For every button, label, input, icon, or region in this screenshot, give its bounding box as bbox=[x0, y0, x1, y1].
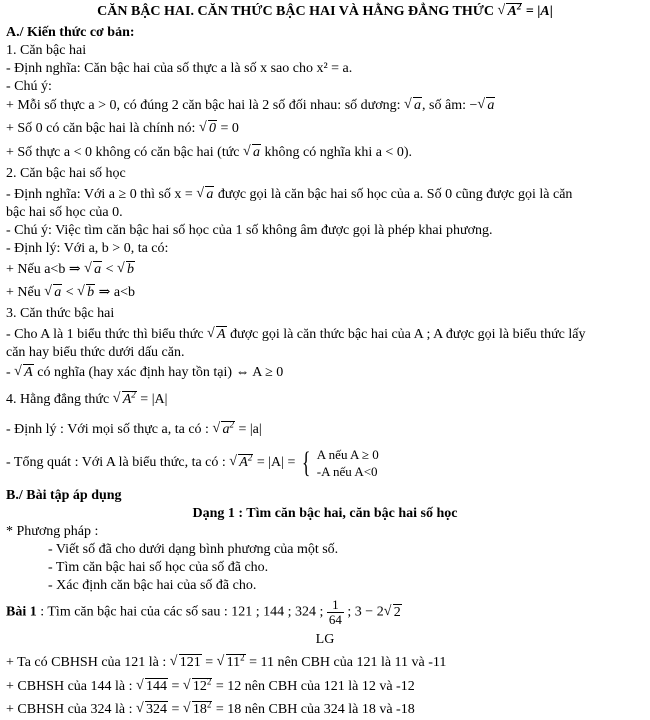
arithmetic-root-definition: - Định nghĩa: Với a ≥ 0 thì số x = √ a được gọi là căn bậc hai số học của a. Số 0 cũng được gọi là căn bbox=[6, 187, 572, 203]
arithmetic-root-definition-cont: bậc hai số học của 0. bbox=[6, 205, 123, 220]
theorem-case-2: + Nếu √ a < √ b ⇒ a<b bbox=[6, 285, 135, 301]
radical-expression-definition-cont: căn hay biểu thức dưới dấu căn. bbox=[6, 345, 185, 360]
section-b-heading: B./ Bài tập áp dụng bbox=[6, 488, 122, 503]
definition-line: - Định nghĩa: Căn bậc hai của số thực a là số x sao cho x² = a. bbox=[6, 61, 353, 76]
section-a-heading: A./ Kiến thức cơ bản: bbox=[6, 25, 135, 40]
fraction-1-64: $\frac{1}{64}$ bbox=[328, 597, 342, 627]
solution-144: + CBHSH của 144 là : √ 144 = √ $12^2 = 12$ nên CBH của 121 là 12 và -12 bbox=[6, 679, 415, 695]
method-step-2: - Tìm căn bậc hai số học của số đã cho. bbox=[48, 560, 269, 575]
method-step-1: - Viết số đã cho dưới dạng bình phương của một số. bbox=[48, 542, 339, 557]
solution-324: + CBHSH của 324 là : √ 324 = √ $18^2 = 18$ nên CBH của 324 là 18 và -18 bbox=[6, 702, 415, 718]
note-khai-phuong: - Chú ý: Việc tìm căn bậc hai số học của 1 số không âm được gọi là phép khai phương. bbox=[6, 223, 493, 238]
solution-121: + Ta có CBHSH của 121 là : √ 121 = √ $11^2 = 11$ nên CBH của 121 là 11 và -11 bbox=[6, 655, 446, 671]
solution-heading: LG bbox=[315, 632, 335, 647]
heading-hang-dang-thuc: 4. Hằng đẳng thức √ $A^2 = |A|$ bbox=[6, 392, 167, 408]
heading-can-bac-hai-so-hoc: 2. Căn bậc hai số học bbox=[6, 166, 126, 181]
left-brace: { bbox=[301, 446, 311, 479]
piecewise-cases: A nếu A ≥ 0 -A nếu A<0 bbox=[316, 447, 379, 479]
note-line: - Chú ý: bbox=[6, 79, 52, 94]
title-formula: √ $A^2$ bbox=[497, 4, 522, 20]
rule-negative: + Số thực a < 0 không có căn bậc hai (tức √ a không có nghĩa khi a < 0). bbox=[6, 145, 412, 161]
identity-general: - Tổng quát : Với A là biểu thức, ta có : √ $A^2 = |A|$ = { A nếu A ≥ 0 -A nếu A<0 bbox=[6, 446, 379, 480]
method-step-3: - Xác định căn bậc hai của số đã cho. bbox=[48, 578, 257, 593]
rule-positive: + Mỗi số thực a > 0, có đúng 2 căn bậc hai là 2 số đối nhau: số dương: √ a, số âm: −√ a bbox=[6, 98, 495, 114]
exercise-1: Bài 1 : Tìm căn bậc hai của các số sau : 121 ; 144 ; 324 ; $\frac{1}{64}$ ; 3 − 2√ 2 bbox=[6, 598, 402, 627]
identity-theorem: - Định lý : Với mọi số thực a, ta có : √ $a^2 = |a|$ bbox=[6, 422, 262, 438]
radical-expression-definition: - Cho A là 1 biểu thức thì biểu thức √ A được gọi là căn thức bậc hai của A ; A được gọi là biểu thức lấy bbox=[6, 327, 586, 343]
heading-can-bac-hai: 1. Căn bậc hai bbox=[6, 43, 87, 58]
heading-can-thuc-bac-hai: 3. Căn thức bậc hai bbox=[6, 306, 115, 321]
theorem-line: - Định lý: Với a, b > 0, ta có: bbox=[6, 241, 169, 256]
existence-condition: - √ A có nghĩa (hay xác định hay tồn tại) ⇔ A ≥ 0 bbox=[6, 365, 283, 381]
method-heading: * Phương pháp : bbox=[6, 524, 99, 539]
rule-zero: + Số 0 có căn bậc hai là chính nó: √ 0 = 0 bbox=[6, 121, 239, 137]
theorem-case-1: + Nếu a<b ⇒ √ a < √ b bbox=[6, 262, 135, 278]
page-title: CĂN BẬC HAI. CĂN THỨC BẬC HAI VÀ HẰNG ĐẲNG THỨC √ $A^2 = |A|$ bbox=[0, 4, 650, 20]
dang-1-heading: Dạng 1 : Tìm căn bậc hai, căn bậc hai số học bbox=[192, 506, 458, 521]
